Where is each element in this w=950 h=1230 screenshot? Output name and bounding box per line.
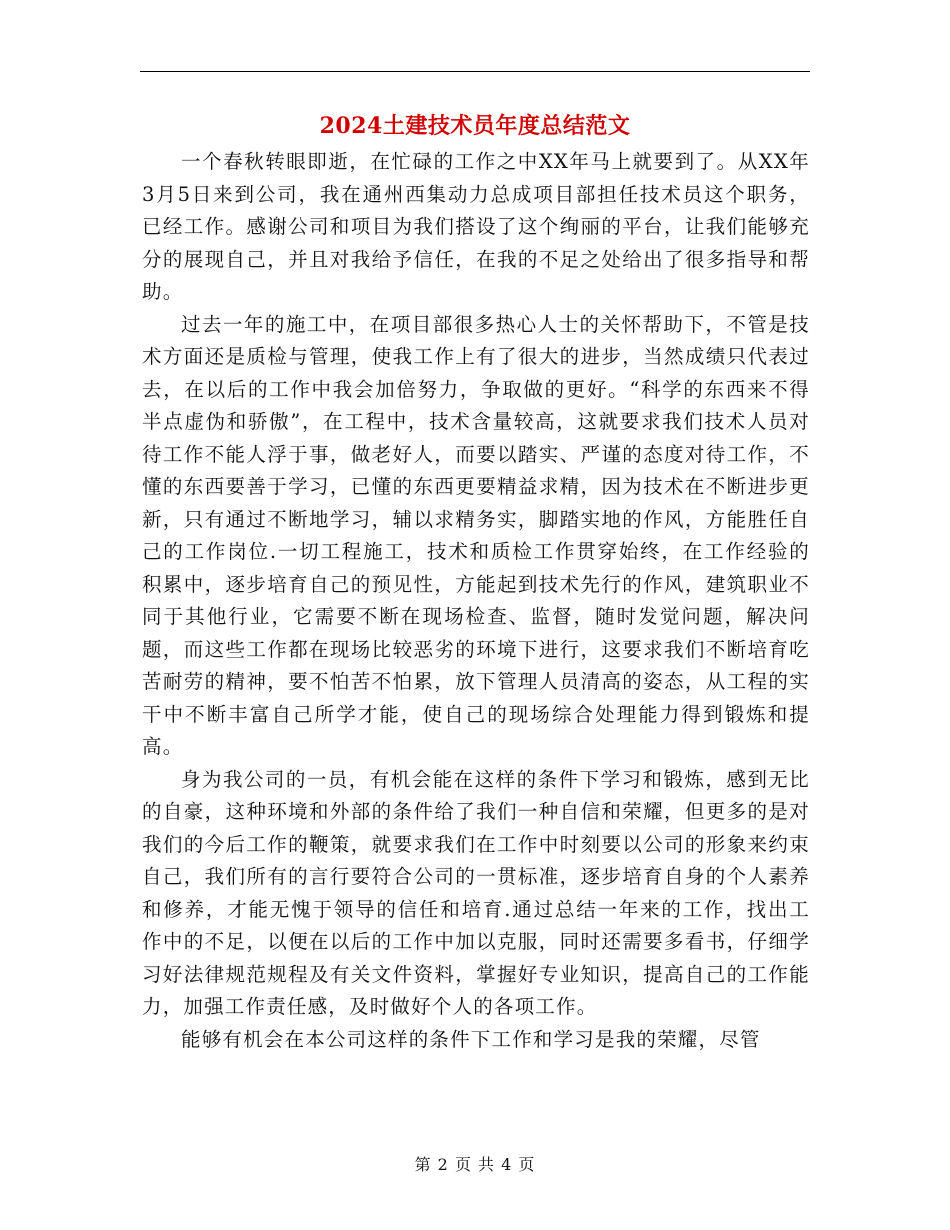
page-number: 第 2 页 共 4 页	[414, 1155, 536, 1174]
header-rule	[140, 71, 810, 72]
document-title: 2024土建技术员年度总结范文	[319, 113, 631, 139]
paragraph: 能够有机会在本公司这样的条件下工作和学习是我的荣耀，尽管	[181, 1027, 761, 1051]
document-body	[142, 146, 810, 1056]
paragraph: 身为我公司的一员，有机会能在这样的条件下学习和锻炼，感到无比的自豪，这种环境和外部的条件给了我们一种自信和荣耀，但更多的是对我们的今后工作的鞭策，就要求我们在工作中时刻要以公司的形象来约束自己，我们所有的言行要符合公司的一贯标准，逐步培育自身的个人素养和修养，才能无愧于领导的信任和培育.通过总结一年来的工作，找出工作中的不足，以便在以后的工作中加以克服，同时还需要多看书，仔细学习好法律规范规程及有关文件资料，掌握好专业知识，提高自己的工作能力，加强工作责任感，及时做好个人的各项工作。	[142, 767, 810, 1018]
paragraph: 一个春秋转眼即逝，在忙碌的工作之中XX年马上就要到了。从XX年3月5日来到公司，我在通州西集动力总成项目部担任技术员这个职务，已经工作。感谢公司和项目为我们搭设了这个绚丽的平台，让我们能够充分的展现自己，并且对我给予信任，在我的不足之处给出了很多指导和帮助。	[142, 150, 810, 303]
paragraph: 过去一年的施工中，在项目部很多热心人士的关怀帮助下，不管是技术方面还是质检与管理，使我工作上有了很大的进步，当然成绩只代表过去，在以后的工作中我会加倍努力，争取做的更好。“科学的东西来不得半点虚伪和骄傲”，在工程中，技术含量较高，这就要求我们技术人员对待工作不能人浮于事，做老好人，而要以踏实、严谨的态度对待工作，不懂的东西要善于学习，已懂的东西更要精益求精，因为技术在不断进步更新，只有通过不断地学习，辅以求精务实，脚踏实地的作风，方能胜任自己的工作岗位.一切工程施工，技术和质检工作贯穿始终，在工作经验的积累中，逐步培育自己的预见性，方能起到技术先行的作风，建筑职业不同于其他行业，它需要不断在现场检查、监督，随时发觉问题，解决问题，而这些工作都在现场比较恶劣的环境下进行，这要求我们不断培育吃苦耐劳的精神，要不怕苦不怕累，放下管理人员清高的姿态，从工程的实干中不断丰富自己所学才能，使自己的现场综合处理能力得到锻炼和提高。	[142, 312, 810, 758]
